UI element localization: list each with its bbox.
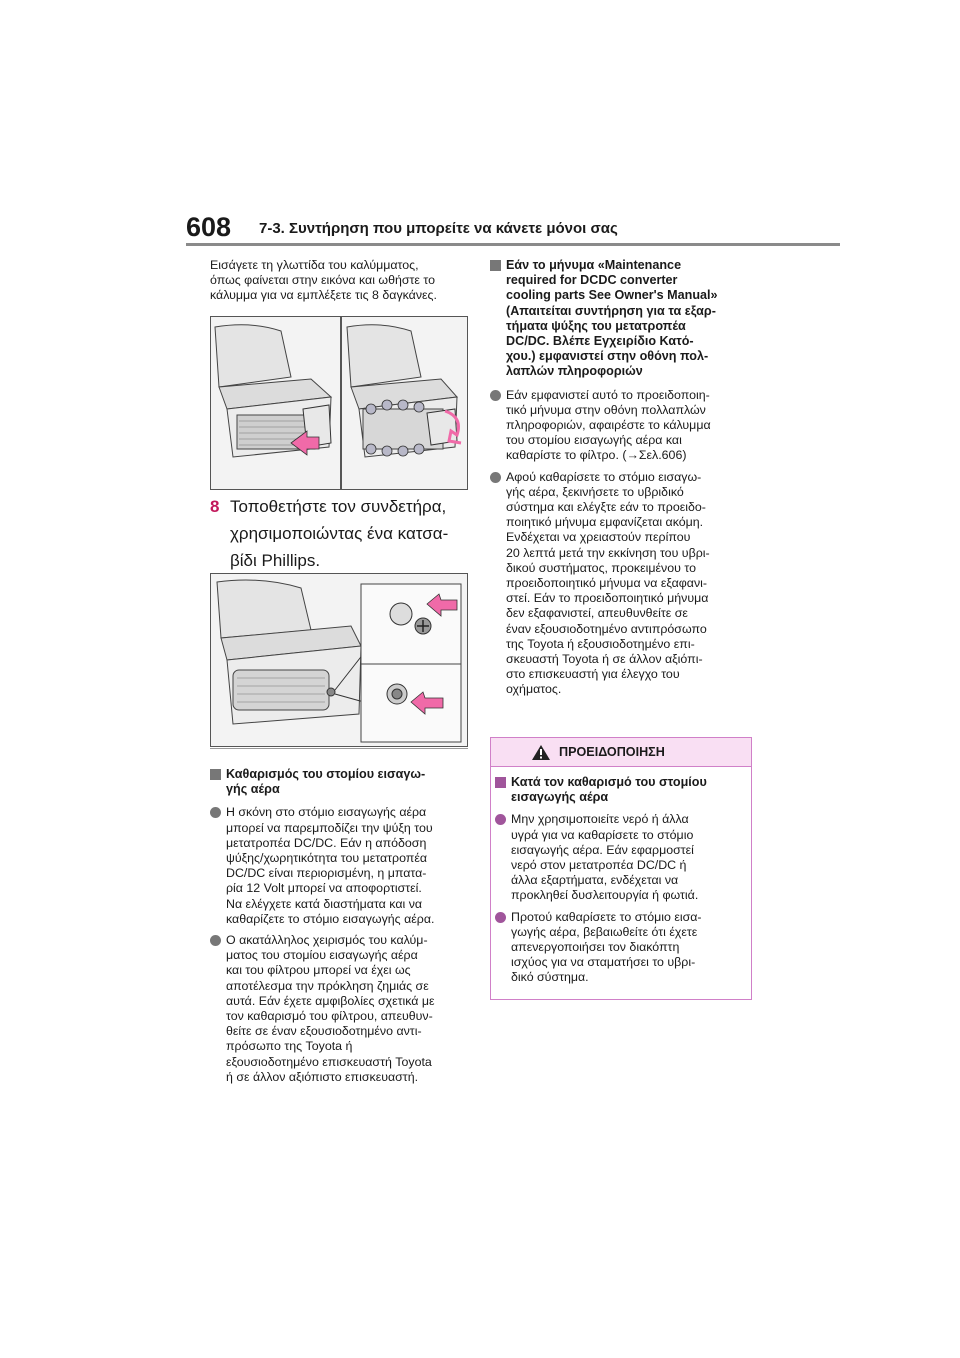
circle-bullet-icon: [210, 935, 221, 946]
bullet-line: καθαρίστε το φίλτρο. (→Σελ.606): [506, 448, 687, 463]
page-number: 608: [186, 212, 232, 242]
bullet-line: εισαγωγής αέρα. Εάν εφαρμοστεί: [511, 842, 694, 857]
bullet-line: 20 λεπτά μετά την εκκίνηση του υβρι-: [506, 545, 710, 560]
square-bullet-icon: [490, 260, 501, 271]
heading-line: Εάν το μήνυμα «Maintenance: [506, 258, 682, 272]
bullet-item: [210, 933, 470, 1085]
bullet-line: προκληθεί δυσλειτουργία ή φωτιά.: [511, 888, 699, 903]
bullet-line: άλλα εξαρτήματα, ενδέχεται να: [511, 873, 679, 888]
warning-triangle-icon: [531, 744, 551, 761]
bullet-line: στεί. Εάν το προειδοποιητικό μήνυμα: [506, 591, 709, 606]
intro-line: κάλυμμα για να εμπλέξετε τις 8 δαγκάνες.: [210, 288, 437, 303]
bullet-line: Προτού καθαρίσετε το στόμιο εισα-: [511, 909, 702, 924]
bullet-line: Ενδέχεται να χρειαστούν περίπου: [506, 530, 691, 545]
warning-heading: [495, 775, 747, 805]
maintenance-message-section: [490, 258, 752, 698]
bullet-line: Αφού καθαρίσετε το στόμιο εισαγω-: [506, 469, 702, 484]
bullet-line: μπορεί να παρεμποδίζει την ψύξη του: [226, 820, 433, 835]
clip-install-illustration: [210, 573, 468, 747]
warning-bullet: [495, 812, 747, 903]
heading-line: cooling parts See Owner's Manual»: [506, 288, 718, 303]
bullet-line: του στομίου εισαγωγής αέρα και: [506, 433, 682, 448]
circle-bullet-icon: [490, 390, 501, 401]
circle-bullet-icon: [490, 472, 501, 483]
bullet-line: πρόσωπο της Toyota ή: [226, 1039, 353, 1054]
step-line: Τοποθετήστε τον συνδετήρα,: [230, 497, 447, 516]
bullet-line: Η σκόνη στο στόμιο εισαγωγής αέρα: [226, 805, 427, 820]
bullet-line: στο επισκευαστή για έλεγχο του: [506, 667, 680, 682]
section-title: 7-3. Συντήρηση που μπορείτε να κάνετε μόνοι σας: [259, 220, 618, 237]
bullet-line: δικό σύστημα.: [511, 970, 589, 985]
bullet-line: γής αέρα, ξεκινήσετε το υβριδικό: [506, 484, 684, 499]
bullet-line: έναν εξουσιοδοτημένο αντιπρόσωπο: [506, 621, 707, 636]
step-line: βίδι Phillips.: [230, 551, 321, 570]
bullet-line: ισχύος για να σταματήσει το υβρι-: [511, 955, 696, 970]
warning-title: ΠΡΟΕΙΔΟΠΟΙΗΣΗ: [559, 745, 665, 759]
intro-line: Εισάγετε τη γλωττίδα του καλύμματος,: [210, 258, 419, 272]
bullet-line: προειδοποιητικό μήνυμα να εξαφανι-: [506, 576, 708, 591]
bullet-line: δεν εξαφανιστεί, απευθυνθείτε σε: [506, 606, 688, 621]
bullet-line: και του φίλτρου μπορεί να έχει ως: [226, 963, 411, 978]
bullet-line: ή σε άλλον αξιόπιστο επισκευαστή.: [226, 1069, 419, 1084]
heading-line: λαπλών πληροφοριών: [506, 364, 643, 379]
bullet-line: DC/DC είναι περιορισμένη, η μπατα-: [226, 866, 427, 881]
bullet-item: [210, 805, 470, 927]
cleaning-section: [210, 767, 470, 1085]
section-heading: [210, 767, 470, 797]
bullet-line: Μην χρησιμοποιείτε νερό ή άλλα: [511, 812, 689, 827]
circle-bullet-icon: [495, 912, 506, 923]
bullet-line: υγρά για να καθαρίσετε το στόμιο: [511, 827, 694, 842]
bullet-line: ποιητικό μήνυμα εμφανίζεται ακόμη.: [506, 515, 704, 530]
circle-bullet-icon: [210, 807, 221, 818]
step-line: χρησιμοποιώντας ένα κατσα-: [230, 524, 449, 543]
bullet-line: ρία 12 Volt μπορεί να αποφορτιστεί.: [226, 881, 422, 896]
heading-line: τήματα ψύξης του μετατροπέα: [506, 318, 686, 333]
bullet-line: τικό μήνυμα στην οθόνη πολλαπλών: [506, 402, 706, 417]
bullet-line: νερό στον μετατροπέα DC/DC ή: [511, 858, 687, 873]
warning-box: [490, 737, 752, 1000]
bullet-line: εξουσιοδοτημένο επισκευαστή Toyota: [226, 1054, 432, 1069]
bullet-line: Ο ακατάλληλος χειρισμός του καλύμ-: [226, 933, 428, 948]
heading-line: γής αέρα: [226, 782, 280, 797]
bullet-line: αποτέλεσμα την πρόκληση ζημιάς σε: [226, 978, 429, 993]
heading-line: Κατά τον καθαρισμό του στομίου: [511, 775, 707, 789]
heading-line: DC/DC. Βλέπε Εγχειρίδιο Κατό-: [506, 334, 694, 349]
bullet-line: μετατροπέα DC/DC. Εάν η απόδοση: [226, 835, 427, 850]
warning-bullet: [495, 910, 747, 986]
bullet-line: της Toyota ή εξουσιοδοτημένο επι-: [506, 636, 695, 651]
bullet-line: οχήματος.: [506, 682, 562, 697]
section-heading: [490, 258, 752, 380]
figure-divider: [210, 748, 468, 749]
cover-install-illustration: [210, 316, 468, 490]
heading-line: χου.) εμφανιστεί στην οθόνη πολ-: [506, 349, 709, 364]
heading-line: (Απαιτείται συντήρηση για τα εξαρ-: [506, 303, 716, 318]
bullet-line: αυτά. Εάν έχετε αμφιβολίες σχετικά με: [226, 993, 435, 1008]
heading-line: required for DCDC converter: [506, 273, 678, 288]
intro-line: όπως φαίνεται στην εικόνα και ωθήστε το: [210, 273, 435, 288]
bullet-line: σύστημα και ελέγξτε εάν το προειδο-: [506, 500, 706, 515]
bullet-line: θείτε σε έναν εξουσιοδοτημένο αντι-: [226, 1024, 422, 1039]
circle-bullet-icon: [495, 814, 506, 825]
bullet-line: γωγής αέρα, βεβαιωθείτε ότι έχετε: [511, 924, 698, 939]
bullet-line: Να ελέγχετε κατά διαστήματα και να: [226, 896, 423, 911]
step-number: 8: [210, 497, 220, 516]
bullet-item: [490, 470, 752, 698]
bullet-line: δικού συστήματος, προκειμένου το: [506, 560, 696, 575]
bullet-line: τον καθαρισμό του φίλτρου, απευθυν-: [226, 1009, 433, 1024]
header-divider: [186, 243, 840, 246]
step-8: [210, 493, 470, 574]
bullet-line: απενεργοποιήσει τον διακόπτη: [511, 940, 680, 955]
bullet-item: [490, 388, 752, 464]
bullet-line: καθαρίζετε το στόμιο εισαγωγής αέρα.: [226, 911, 435, 926]
heading-line: εισαγωγής αέρα: [511, 790, 609, 805]
bullet-line: ψύξης/χωρητικότητα του μετατροπέα: [226, 851, 428, 866]
square-bullet-icon: [210, 769, 221, 780]
bullet-line: Εάν εμφανιστεί αυτό το προειδοποιη-: [506, 387, 710, 402]
square-bullet-icon: [495, 777, 506, 788]
heading-line: Καθαρισμός του στομίου εισαγω-: [226, 767, 426, 781]
bullet-line: πληροφοριών, αφαιρέστε το κάλυμμα: [506, 418, 711, 433]
intro-paragraph: [210, 258, 468, 304]
warning-header: [491, 738, 751, 767]
bullet-line: σκευαστή Toyota ή σε άλλον αξιόπι-: [506, 652, 703, 667]
bullet-line: ματος του στομίου εισαγωγής αέρα: [226, 948, 418, 963]
